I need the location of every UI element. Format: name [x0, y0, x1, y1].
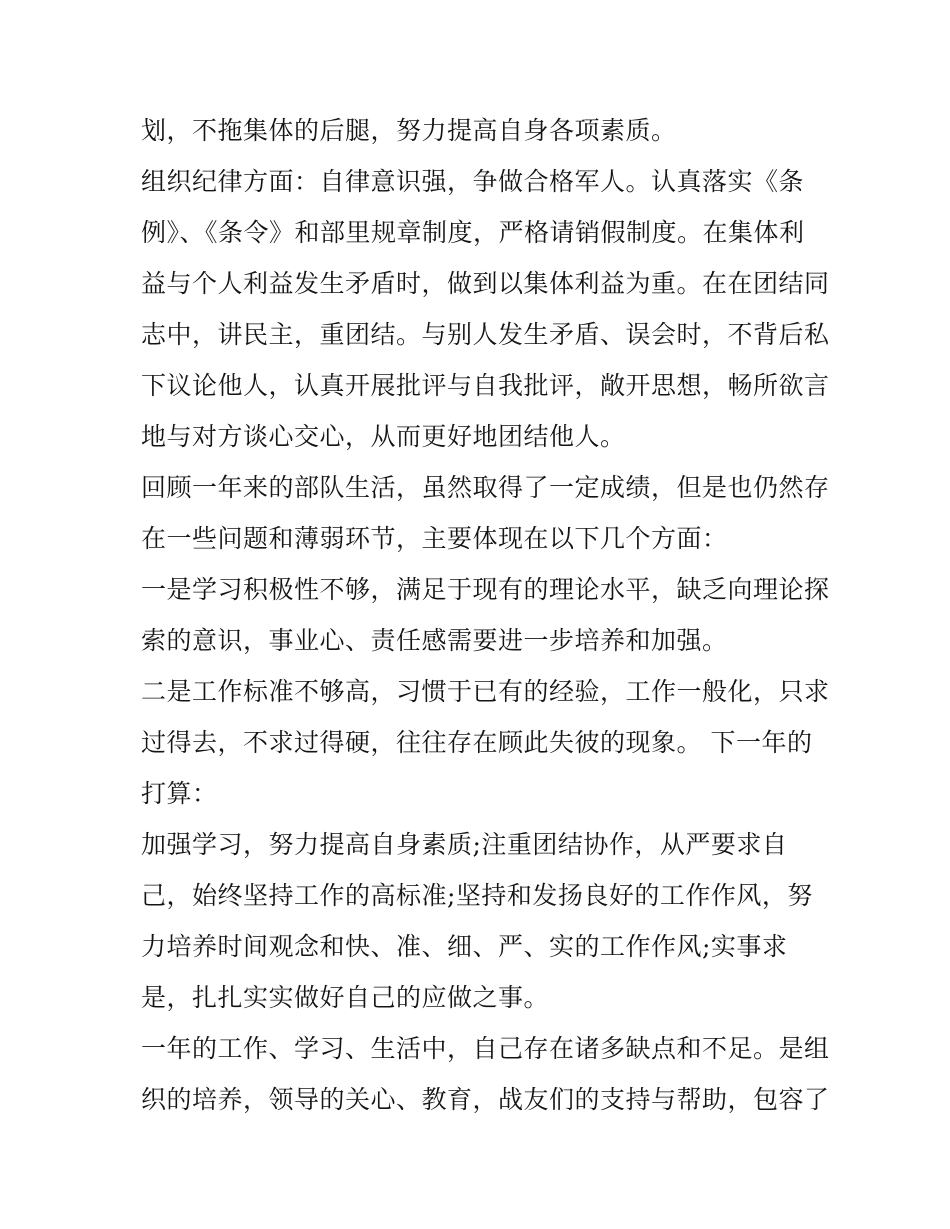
text-line-3: 例》、《条令》和部里规章制度，严格请销假制度。在集体利	[141, 218, 805, 247]
text-line-19: 一年的工作、学习、生活中，自己存在诸多缺点和不足。是组	[141, 1034, 830, 1063]
text-line-18: 是，扎扎实实做好自己的应做之事。	[141, 983, 550, 1012]
text-line-16: 己，始终坚持工作的高标准;坚持和发扬良好的工作作风，努	[141, 881, 813, 910]
text-line-14: 打算：	[141, 779, 218, 808]
text-line-12: 二是工作标准不够高，习惯于已有的经验，工作一般化，只求	[141, 677, 830, 706]
text-line-7: 地与对方谈心交心，从而更好地团结他人。	[141, 422, 626, 451]
text-line-15: 加强学习，努力提高自身素质;注重团结协作，从严要求自	[141, 830, 788, 859]
text-line-8: 回顾一年来的部队生活，虽然取得了一定成绩，但是也仍然存	[141, 473, 830, 502]
text-line-1: 划，不拖集体的后腿，努力提高自身各项素质。	[141, 116, 677, 145]
text-line-10: 一是学习积极性不够，满足于现有的理论水平，缺乏向理论探	[141, 575, 830, 604]
text-line-5: 志中，讲民主，重团结。与别人发生矛盾、误会时，不背后私	[141, 320, 830, 349]
document-body	[141, 105, 830, 1125]
text-line-11: 索的意识，事业心、责任感需要进一步培养和加强。	[141, 626, 728, 655]
text-line-6: 下议论他人，认真开展批评与自我批评，敞开思想，畅所欲言	[141, 371, 830, 400]
text-line-4: 益与个人利益发生矛盾时，做到以集体利益为重。在在团结同	[141, 269, 830, 298]
text-line-9: 在一些问题和薄弱环节，主要体现在以下几个方面：	[141, 524, 728, 553]
text-line-17: 力培养时间观念和快、准、细、严、实的工作作风;实事求	[141, 932, 788, 961]
text-line-13: 过得去，不求过得硬，往往存在顾此失彼的现象。 下一年的	[141, 728, 813, 757]
text-line-20: 织的培养，领导的关心、教育，战友们的支持与帮助，包容了	[141, 1085, 830, 1114]
text-line-2: 组织纪律方面：自律意识强，争做合格军人。认真落实《条	[141, 167, 805, 196]
